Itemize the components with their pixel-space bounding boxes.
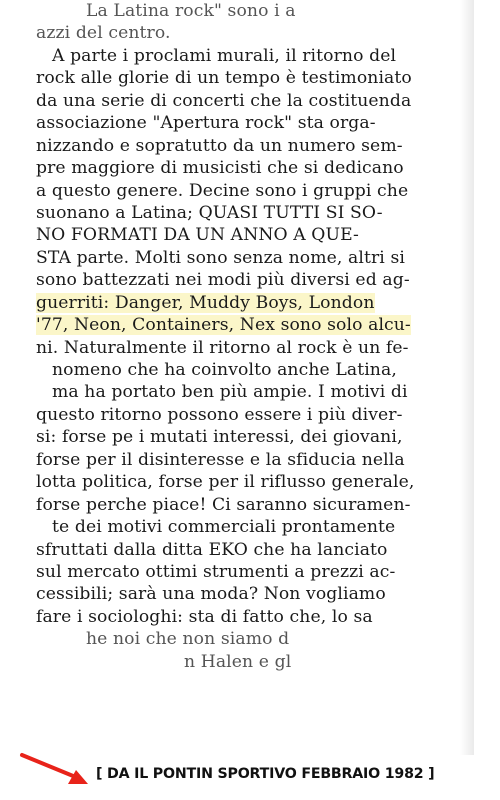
article-line: da una serie di concerti che la costituenda [36,90,412,111]
article-line: La Latina rock" sono i a [86,1,296,21]
article-line: he noi che non siamo d [86,629,290,650]
band-names-highlight: guerriti: Danger, Muddy Boys, London [36,292,375,313]
article-line: rock alle glorie di un tempo è testimoniato [36,68,412,89]
article-line: n Halen e gl [184,651,292,672]
article-line: si: forse pe i mutati interessi, dei giovani, [36,427,403,448]
article-line: cessibili; sarà una moda? Non vogliamo [36,584,386,605]
article-line: lotta politica, forse per il riflusso generale, [36,472,415,493]
article-line: sono battezzati nei modi più diversi ed ag- [36,270,410,291]
article-line: ma ha portato ben più ampie. I motivi di [52,382,408,403]
article-line: nomeno che ha coinvolto anche Latina, [52,360,397,380]
article-line: questo ritorno possono essere i più diver- [36,404,403,425]
clipping-edge-shadow [460,0,474,755]
article-line: sul mercato ottimi strumenti a prezzi ac- [36,561,396,582]
article-line: A parte i proclami murali, il ritorno del [52,45,397,66]
band-names-highlight: '77, Neon, Containers, Nex sono solo alcu- [36,315,411,336]
article-line: a questo genere. Decine sono i gruppi che [36,180,409,201]
article-line-highlighted [36,314,474,336]
article-line: forse perche piace! Ci saranno sicuramen- [36,494,411,515]
article-line: NO FORMATI DA UN ANNO A QUE- [36,225,359,246]
article-line: azzi del centro. [36,23,171,44]
article-line: STA parte. Molti sono senza nome, altri si [36,247,405,268]
torn-edge-fade [14,690,474,755]
article-line: suonano a Latina; QUASI TUTTI SI SO- [36,202,383,223]
article-line: te dei motivi commerciali prontamente [52,517,396,538]
source-caption: [ DA IL PONTIN SPORTIVO FEBBRAIO 1982 ] [96,766,435,782]
newspaper-clipping [14,0,474,755]
article-line: pre maggiore di musicisti che si dedicano [36,158,404,179]
article-line: sfruttati dalla ditta EKO che ha lanciato [36,539,388,560]
article-line-highlighted [36,292,474,314]
article-line: nizzando e sopratutto da un numero sem- [36,135,403,156]
article-line: ni. Naturalmente il ritorno al rock è un fe- [36,337,409,358]
article-line: associazione "Apertura rock" sta orga- [36,113,376,134]
red-arrow-icon [18,752,98,788]
article-line: forse per il disinteresse e la sfiducia nella [36,449,405,470]
article-text [36,0,474,673]
article-line: fare i sociologhi: sta di fatto che, lo sa [36,606,373,627]
